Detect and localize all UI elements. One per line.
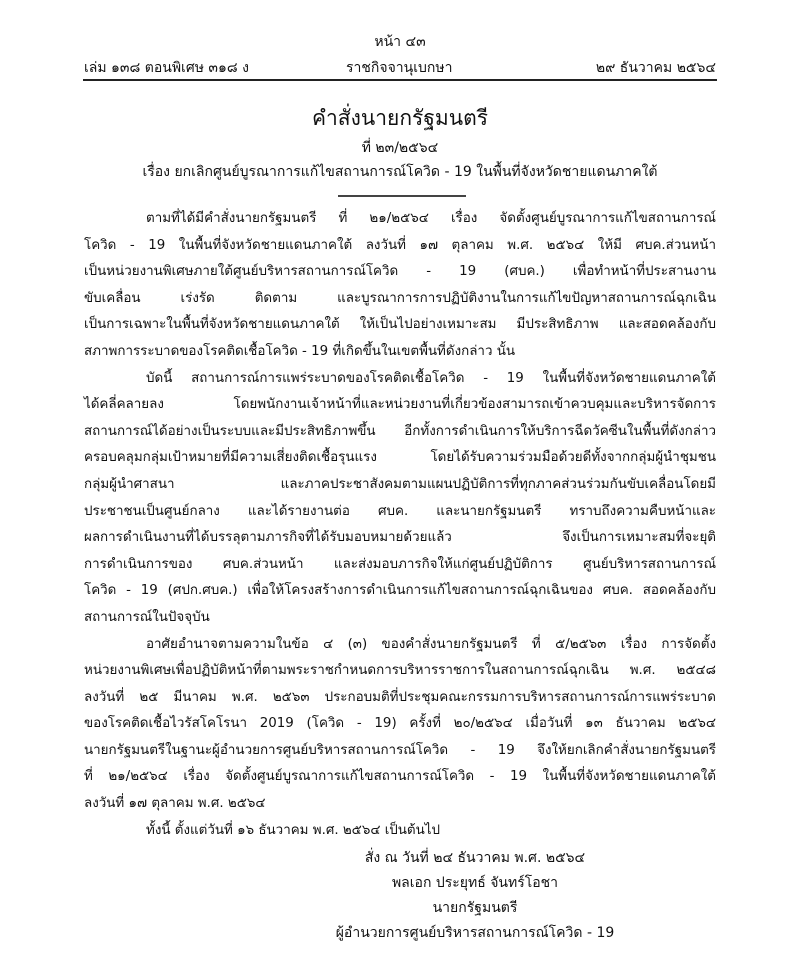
body-line: ได้คลี่คลายลง โดยพนักงานเจ้าหน้าที่และหน่วยงานที่เกี่ยวข้องสามารถเข้าควบคุมและบริหารจัดการ bbox=[84, 397, 716, 413]
body-line: เป็นหน่วยงานพิเศษภายใต้ศูนย์บริหารสถานการณ์โควิด - 19 (ศบค.) เพื่อทำหน้าที่ประสานงาน bbox=[84, 264, 716, 280]
body-line: บัดนี้ สถานการณ์การแพร่ระบาดของโรคติดเชื้อโควิด - 19 ในพื้นที่จังหวัดชายแดนภาคใต้ bbox=[146, 370, 716, 386]
body-line: ครอบคลุมกลุ่มเป้าหมายที่มีความเสี่ยงติดเชื้อรุนแรง โดยได้รับความร่วมมือด้วยดีทั้งจากกลุ่มผู้นำชุมชน bbox=[84, 450, 716, 466]
body-line: ที่ ๒๑/๒๕๖๔ เรื่อง จัดตั้งศูนย์บูรณาการแก้ไขสถานการณ์โควิด - 19 ในพื้นที่จังหวัดชายแดนภาคใต้ bbox=[84, 769, 716, 785]
body-line: การดำเนินการของ ศบค.ส่วนหน้า และส่งมอบภารกิจให้แก่ศูนย์ปฏิบัติการ ศูนย์บริหารสถานการณ์ bbox=[84, 556, 716, 572]
body-line: สถานการณ์ในปัจจุบัน bbox=[84, 609, 210, 625]
body-line: ผลการดำเนินงานที่ได้บรรลุตามภารกิจที่ได้รับมอบหมายด้วยแล้ว จึงเป็นการเหมาะสมที่จะยุติ bbox=[84, 530, 716, 546]
order-number: ที่ ๒๓/๒๕๖๔ bbox=[361, 140, 439, 156]
signature-block bbox=[250, 846, 700, 946]
body-line: หน่วยงานพิเศษเพื่อปฏิบัติหน้าที่ตามพระราชกำหนดการบริหารราชการในสถานการณ์ฉุกเฉิน พ.ศ. ๒๕๔๘ bbox=[84, 663, 716, 679]
body-line: ประชาชนเป็นศูนย์กลาง และได้รายงานต่อ ศบค. และนายกรัฐมนตรี ทราบถึงความคืบหน้าและ bbox=[84, 503, 716, 519]
publication-name: ราชกิจจานุเบกษา bbox=[346, 60, 453, 76]
document-title: คำสั่งนายกรัฐมนตรี bbox=[311, 106, 489, 130]
body-line: ขับเคลื่อน เร่งรัด ติดตาม และบูรณาการการปฏิบัติงานในการแก้ไขปัญหาสถานการณ์ฉุกเฉิน bbox=[84, 290, 716, 306]
issued-date: สั่ง ณ วันที่ ๒๔ ธันวาคม พ.ศ. ๒๕๖๔ bbox=[364, 850, 586, 866]
publication-date: ๒๙ ธันวาคม ๒๕๖๔ bbox=[595, 60, 716, 76]
signatory-name: พลเอก ประยุทธ์ จันทร์โอชา bbox=[391, 875, 559, 891]
body-line: โควิด - 19 (ศปก.ศบค.) เพื่อให้โครงสร้างการดำเนินการแก้ไขสถานการณ์ฉุกเฉินของ ศบค. สอดคล้องกับ bbox=[84, 583, 716, 599]
body-line: ลงวันที่ ๑๗ ตุลาคม พ.ศ. ๒๕๖๔ bbox=[84, 796, 266, 812]
body-line: ของโรคติดเชื้อไวรัสโคโรนา 2019 (โควิด - 19) ครั้งที่ ๒๐/๒๕๖๔ เมื่อวันที่ ๑๓ ธันวาคม ๒๕๖๔ bbox=[84, 716, 716, 732]
body-line: นายกรัฐมนตรีในฐานะผู้อำนวยการศูนย์บริหารสถานการณ์โควิด - 19 จึงให้ยกเลิกคำสั่งนายกรัฐมนตรี bbox=[84, 742, 716, 758]
signatory-position: นายกรัฐมนตรี bbox=[432, 900, 518, 916]
body-line: สถานการณ์ได้อย่างเป็นระบบและมีประสิทธิภาพขึ้น อีกทั้งการดำเนินการให้บริการฉีดวัคซีนในพื้นที่ดังกล่าว bbox=[84, 423, 716, 439]
body-line: ลงวันที่ ๒๕ มีนาคม พ.ศ. ๒๕๖๓ ประกอบมติที่ประชุมคณะกรรมการบริหารสถานการณ์การแพร่ระบาด bbox=[84, 689, 716, 705]
document-body bbox=[84, 206, 716, 844]
volume-info: เล่ม ๑๓๘ ตอนพิเศษ ๓๑๘ ง bbox=[84, 60, 249, 76]
body-line: อาศัยอำนาจตามความในข้อ ๔ (๓) ของคำสั่งนายกรัฐมนตรี ที่ ๕/๒๕๖๓ เรื่อง การจัดตั้ง bbox=[146, 636, 716, 652]
body-line: ทั้งนี้ ตั้งแต่วันที่ ๑๖ ธันวาคม พ.ศ. ๒๕๖๔ เป็นต้นไป bbox=[146, 822, 441, 838]
body-line: โควิด - 19 ในพื้นที่จังหวัดชายแดนภาคใต้ ลงวันที่ ๑๗ ตุลาคม พ.ศ. ๒๕๖๔ ให้มี ศบค.ส่วนหน้า bbox=[84, 237, 716, 253]
document-subject: เรื่อง ยกเลิกศูนย์บูรณาการแก้ไขสถานการณ์โควิด - 19 ในพื้นที่จังหวัดชายแดนภาคใต้ bbox=[142, 164, 658, 180]
header-rule bbox=[83, 79, 717, 81]
page-number: หน้า ๔๓ bbox=[374, 34, 426, 50]
body-line: ตามที่ได้มีคำสั่งนายกรัฐมนตรี ที่ ๒๑/๒๕๖๔ เรื่อง จัดตั้งศูนย์บูรณาการแก้ไขสถานการณ์ bbox=[146, 211, 716, 226]
signatory-role: ผู้อำนวยการศูนย์บริหารสถานการณ์โควิด - 19 bbox=[335, 925, 615, 941]
title-divider bbox=[338, 195, 466, 197]
body-line: เป็นการเฉพาะในพื้นที่จังหวัดชายแดนภาคใต้ ให้เป็นไปอย่างเหมาะสม มีประสิทธิภาพ และสอดคล้องกับ bbox=[84, 317, 716, 333]
body-line: กลุ่มผู้นำศาสนา และภาคประชาสังคมตามแผนปฏิบัติการที่ทุกภาคส่วนร่วมกันขับเคลื่อนโดยมี bbox=[84, 476, 716, 492]
body-line: สภาพการระบาดของโรคติดเชื้อโควิด - 19 ที่เกิดขึ้นในเขตพื้นที่ดังกล่าว นั้น bbox=[84, 343, 516, 359]
